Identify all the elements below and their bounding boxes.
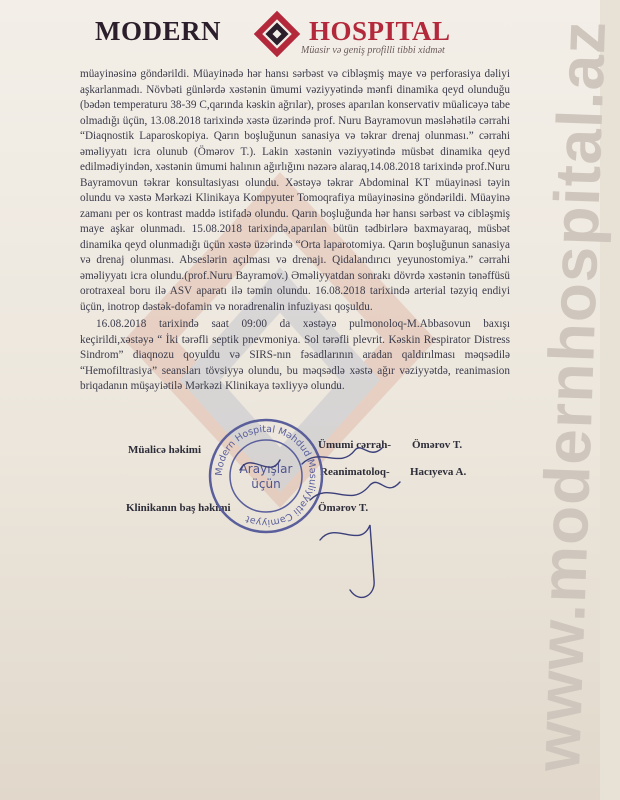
chief-doctor-label: Klinikanın baş həkimi (126, 502, 231, 514)
website-watermark: www.modernhospital.az (520, 19, 620, 773)
resuscitator-label: Reanimatoloq- (320, 466, 390, 478)
brand-tagline: Müasir və geniş profilli tibbi xidmət (301, 45, 445, 56)
stamp-ring-text: Modern Hospital Məhdud Məsuliyyətli Cəmiyyət (213, 423, 319, 529)
general-surgeon-label: Ümumi cərrah- (318, 439, 392, 451)
handwritten-signatures (300, 440, 440, 610)
letterhead (95, 10, 485, 58)
report-body (80, 67, 510, 395)
paragraph-clinical-course: müayinəsinə göndərildi. Müayinədə hər hansı sərbəst və cibləşmiş maye və perforasiya dəliyi aşkarlanmadı. Növbəti günlərdə xəstənin ümumi vəziyyətində mənfi dinamika qeyd olunduğu (bədən temperaturu 38-39 C,qarında kəskin ağrılar), proses aparılan konservativ müalicəyə tabe olmadığı üçün, 13.08.2018 tarixində xəstə üzərində prof. Nuru Bayramovun məsləhətilə cərrahi “Diaqnostik Laparoskopiya. Qarın boşluğunun sanasiya və təkrar drenaj olunması.” cərrahi əməliyyatı icra olunub (Ömərov T.). Lakin xəstənin vəziyyətində müsbət dinamika qeyd edilmədiyindən, xəstənin ümumi halının ağırlığını nəzərə alaraq,14.08.2018 tarixində prof.Nuru Bayramovun təkrar konsultasiyası olundu. Xəstəyə təkrar Abdominal KT müayinəsi təyin olundu və xəstə Mərkəzi Klinikaya Kompyuter Tomoqrafiya müayinəsinə göndərildi. Müayinə zamanı per os kontrast maddə istifadə olundu. Qarın boşluğunda hər hansı sərbəst və cibləşmiş maye aşkar olunmadı. 15.08.2018 tarixində,aparılan bütün tədbirlərə baxmayaraq, müsbət dinamika qeyd olunmadığı üçün xəstə üzərində “Orta laparotomiya. Qarın boşluğunun sanasiya və drenaj olunması. Abseslərin açılması və drenajı. Qidalandırıcı yeyunostomiya.” cərrahi əməliyyatı icra olundu.(prof.Nuru Bayramov.) Əməliyyatdan sonrakı dövrdə xəstənin tənəffüsü orotraxeal boru ilə ASV aparatı ilə təmin olundu. 16.08.2018 tarixində arterial təzyiq endiyi üçün, inotrop dəstək-dofamin və noradrenalin infuziyası qoşuldu. (80, 68, 510, 313)
paragraph-evacuation: 16.08.2018 tarixində saat 09:00 da xəstəyə pulmonoloq-M.Abbasovun baxışı keçirildi,xəstəyə “ İki tərəfli septik pnevmoniya. Sol tərəfli plevrit. Kəskin Respirator Distress Sindrom” diaqnozu qoyuldu və SIRS-nın fəsadlarının aradan qaldırılması məqsədilə “Hemofiltrasiya” seansları tövsiyyə olundu, bu məqsədlə xəstə ağır vəziyyətdə, reanimasion briqadanın müşayiətilə Mərkəzi Klinikaya təxliyyə olundu. (80, 318, 510, 392)
chief-doctor-name: Ömərov T. (318, 502, 369, 514)
general-surgeon-name: Ömərov T. (412, 439, 463, 451)
stamp-center-line2: üçün (251, 477, 281, 491)
treating-doctor-label: Müalicə həkimi (128, 444, 202, 456)
diamond-logo-icon (255, 12, 299, 56)
brand-name-left: MODERN (95, 16, 221, 46)
stamp-center-line1: Arayışlar (239, 462, 293, 476)
resuscitator-name: Hacıyeva A. (410, 466, 467, 478)
brand-name-right: HOSPITAL (309, 16, 451, 46)
